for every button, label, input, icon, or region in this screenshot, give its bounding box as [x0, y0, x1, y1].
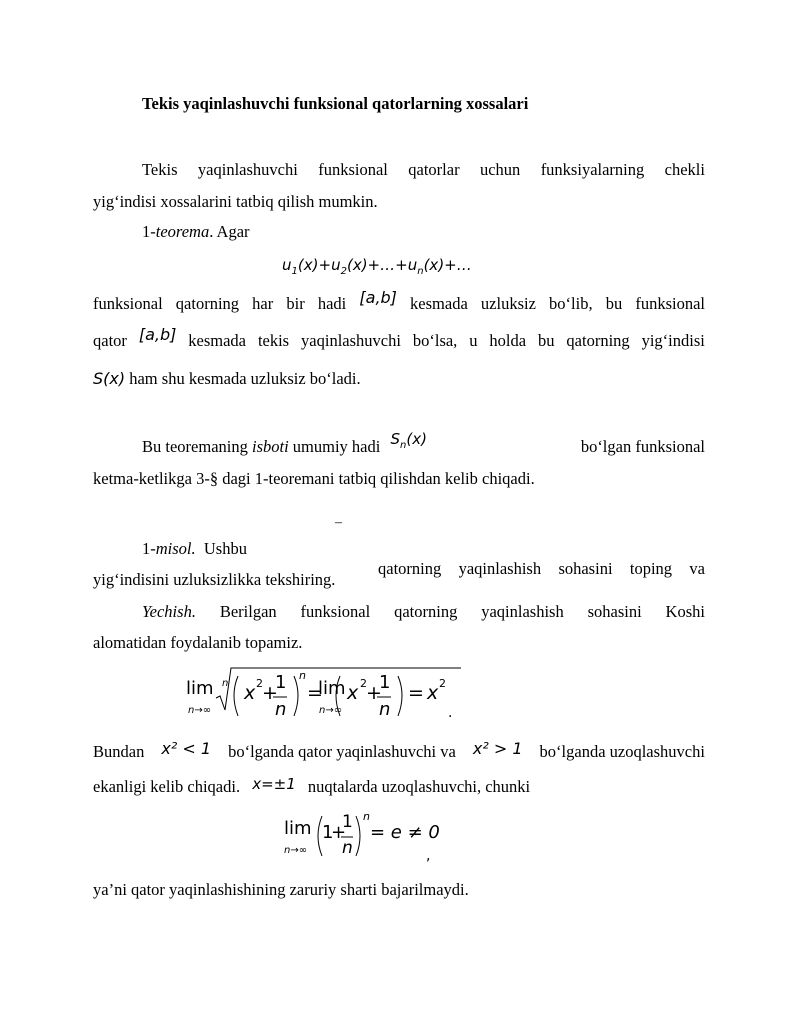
- sum-function: S(x): [93, 369, 126, 388]
- example-word: qatorning: [378, 559, 442, 578]
- proof-line-1: Bu teoremaning isboti umumiy hadi $S_n(x)$ bo‘lgan funksional: [142, 430, 705, 456]
- solution-label: Yechish.: [142, 602, 196, 621]
- conclusion: ya’ni qator yaqinlashishining zaruriy sharti bajarilmaydi.: [93, 880, 469, 899]
- condition-greater: x² > 1: [472, 739, 523, 758]
- solution-line-1: [142, 602, 705, 622]
- solution-word: Koshi: [665, 602, 705, 621]
- solution-word: yaqinlashish: [481, 602, 564, 621]
- theorem-b-word: [a,b]: [138, 325, 177, 344]
- intro-line-2: yig‘indisi xossalarini tatbiq qilish mumkin.: [93, 192, 378, 211]
- solution-word: funksional: [300, 602, 371, 621]
- theorem-a-word: uzluksiz: [480, 294, 536, 313]
- theorem-b-word: u: [469, 331, 478, 350]
- solution-word: qatorning: [394, 602, 458, 621]
- solution-word: Berilgan: [219, 602, 277, 621]
- condition-less: x² < 1: [161, 739, 212, 758]
- intro-word: qatorlar: [408, 160, 460, 179]
- example-line-2: yig‘indisini uzluksizlikka tekshiring.: [93, 570, 336, 589]
- theorem-b-word: yaqinlashuvchi: [301, 331, 401, 350]
- theorem-a-word: funksional: [93, 294, 163, 313]
- theorem-a-word: funksional: [635, 294, 705, 313]
- intro-word: funksional: [318, 160, 388, 179]
- sn-symbol: $S_n(x)$: [390, 430, 427, 451]
- theorem-line-a: [93, 288, 705, 314]
- root-index: n: [222, 678, 229, 689]
- solution-word: sohasini: [587, 602, 642, 621]
- proof-line-2: ketma-ketlikga 3-§ dagi 1-teoremani tatbiq qilishdan kelib chiqadi.: [93, 469, 535, 488]
- intro-word: uchun: [479, 160, 521, 179]
- example-line-1: 1-misol. Ushbu qatorning yaqinlashish sohasini toping va: [142, 539, 705, 578]
- theorem-a-word: har: [252, 294, 274, 313]
- intro-word: Tekis: [142, 160, 178, 179]
- theorem-b-word: holda: [489, 331, 527, 350]
- formula-limit-e: lim n→∞ 1 + 1 n n = e ≠ 0 ,: [282, 808, 462, 870]
- lim-label-2: lim: [318, 678, 346, 699]
- theorem-a-word: bu: [605, 294, 623, 313]
- theorem-b-word: qatorning: [566, 331, 630, 350]
- theorem-line-c-text: ham shu kesmada uzluksiz bo‘ladi.: [129, 369, 361, 388]
- theorem-a-word: bir: [286, 294, 305, 313]
- after-formula-line-2: ekanligi kelib chiqadi. x=±1 nuqtalarda uzoqlashuvchi, chunki: [93, 775, 531, 796]
- theorem-b-word: yig‘indisi: [641, 331, 705, 350]
- page-title: Tekis yaqinlashuvchi funksional qatorlarning xossalari: [142, 94, 529, 113]
- intro-line-1: [142, 160, 705, 180]
- theorem-b-word: qator: [93, 331, 127, 350]
- theorem-a-word: bo‘lib,: [549, 294, 593, 313]
- theorem-number: 1-: [142, 222, 156, 241]
- lim-sub-1: n→∞: [188, 705, 212, 716]
- series-formula: $u_1(x)+u_2(x)+\dots+u_n(x)+\dots$: [282, 256, 472, 277]
- intro-word: yaqinlashuvchi: [197, 160, 298, 179]
- theorem-line-c: [93, 369, 705, 389]
- intro-word: funksiyalarning: [540, 160, 645, 179]
- theorem-a-word: [a,b]: [359, 288, 397, 307]
- lim-label-1: lim: [186, 678, 214, 699]
- theorem-b-word: bu: [538, 331, 555, 350]
- theorem-b-word: bo‘lsa,: [412, 331, 458, 350]
- theorem-b-word: tekis: [257, 331, 290, 350]
- after-formula-line-1: Bundan x² < 1 bo‘lganda qator yaqinlashuvchi va x² > 1 bo‘lganda uzoqlashuvchi: [93, 739, 705, 761]
- example-overbar: –: [335, 515, 342, 530]
- theorem-after: . Agar: [209, 222, 250, 241]
- theorem-b-word: kesmada: [188, 331, 247, 350]
- solution-line-2: alomatidan foydalanib topamiz.: [93, 633, 303, 652]
- theorem-a-word: qatorning: [175, 294, 240, 313]
- intro-word: chekli: [664, 160, 705, 179]
- theorem-label: teorema: [155, 222, 210, 241]
- example-word: sohasini: [558, 559, 613, 578]
- theorem-line-b: [93, 325, 705, 351]
- example-word: yaqinlashish: [458, 559, 542, 578]
- example-word: va: [689, 559, 705, 578]
- theorem-a-word: kesmada: [410, 294, 468, 313]
- points-pm-one: x=±1: [252, 775, 296, 793]
- example-word: toping: [629, 559, 673, 578]
- theorem-a-word: hadi: [317, 294, 347, 313]
- theorem-heading: [142, 222, 705, 242]
